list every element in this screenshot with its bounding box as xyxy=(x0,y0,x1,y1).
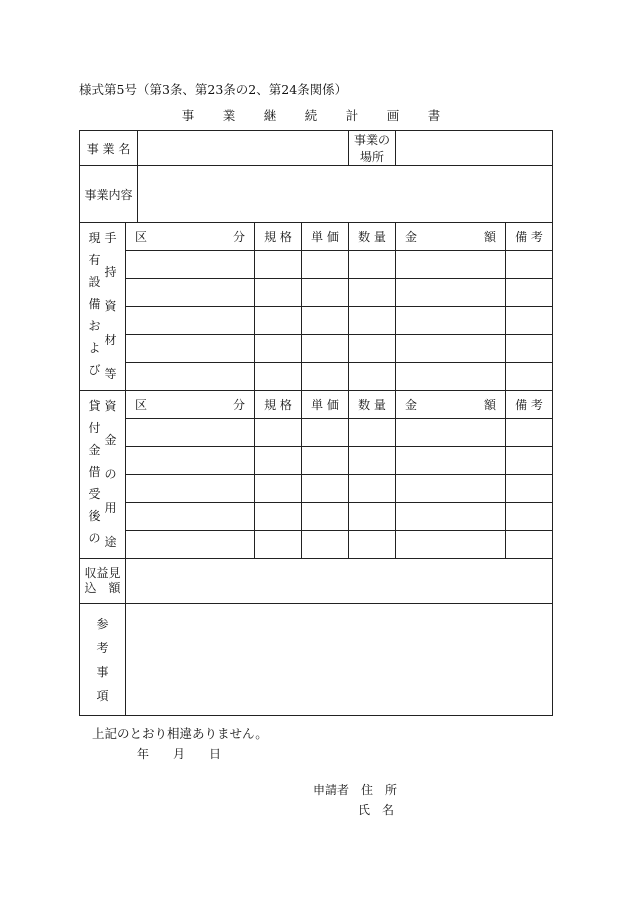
business-name-label: 事 業 名 xyxy=(80,131,138,166)
remarks-label: 参 考 事 項 xyxy=(80,604,126,716)
form-number-label: 様式第5号（第3条、第23条の2、第24条関係） xyxy=(79,82,348,97)
table-row xyxy=(80,335,553,363)
expected-income-label: 収益見 込 額 xyxy=(80,559,126,604)
column-header-kingaku: 金 額 xyxy=(396,391,506,419)
business-content-label: 事業内容 xyxy=(80,166,138,223)
column-header-kikaku: 規 格 xyxy=(255,223,302,251)
table-row xyxy=(80,447,553,475)
column-header-biko: 備 考 xyxy=(506,223,553,251)
table-row xyxy=(80,419,553,447)
expected-income-field[interactable] xyxy=(126,559,553,604)
loan-usage-label: 貸 付 金 借 受 後 の 資 金 の 用 途 xyxy=(80,391,126,559)
column-header-tanka: 単 価 xyxy=(302,223,349,251)
existing-equipment-label: 現 有 設 備 お よ び 手 持 資 材 等 xyxy=(80,223,126,391)
table-row xyxy=(80,363,553,391)
table-row xyxy=(80,475,553,503)
column-header-tanka: 単 価 xyxy=(302,391,349,419)
table-row xyxy=(80,279,553,307)
business-content-field[interactable] xyxy=(138,166,553,223)
column-header-kubun: 区 分 xyxy=(126,391,255,419)
applicant-address-label: 申請者 住 所 xyxy=(313,783,398,797)
table-row xyxy=(80,503,553,531)
business-location-field[interactable] xyxy=(396,131,553,166)
column-header-biko: 備 考 xyxy=(506,391,553,419)
column-header-kubun: 区 分 xyxy=(126,223,255,251)
remarks-field[interactable] xyxy=(126,604,553,716)
date-line: 年 月 日 xyxy=(137,747,222,761)
applicant-name-label: 氏 名 xyxy=(358,803,395,817)
column-header-kikaku: 規 格 xyxy=(255,391,302,419)
column-header-kingaku: 金 額 xyxy=(396,223,506,251)
table-row xyxy=(80,531,553,559)
business-location-label: 事業の場所 xyxy=(349,131,396,166)
table-row xyxy=(80,251,553,279)
business-name-field[interactable] xyxy=(138,131,349,166)
document-title: 事 業 継 続 計 画 書 xyxy=(181,108,449,123)
table-row xyxy=(80,307,553,335)
column-header-suryo: 数 量 xyxy=(349,223,396,251)
declaration-statement: 上記のとおり相違ありません。 xyxy=(92,726,268,741)
column-header-suryo: 数 量 xyxy=(349,391,396,419)
business-continuity-form-table xyxy=(79,130,553,716)
